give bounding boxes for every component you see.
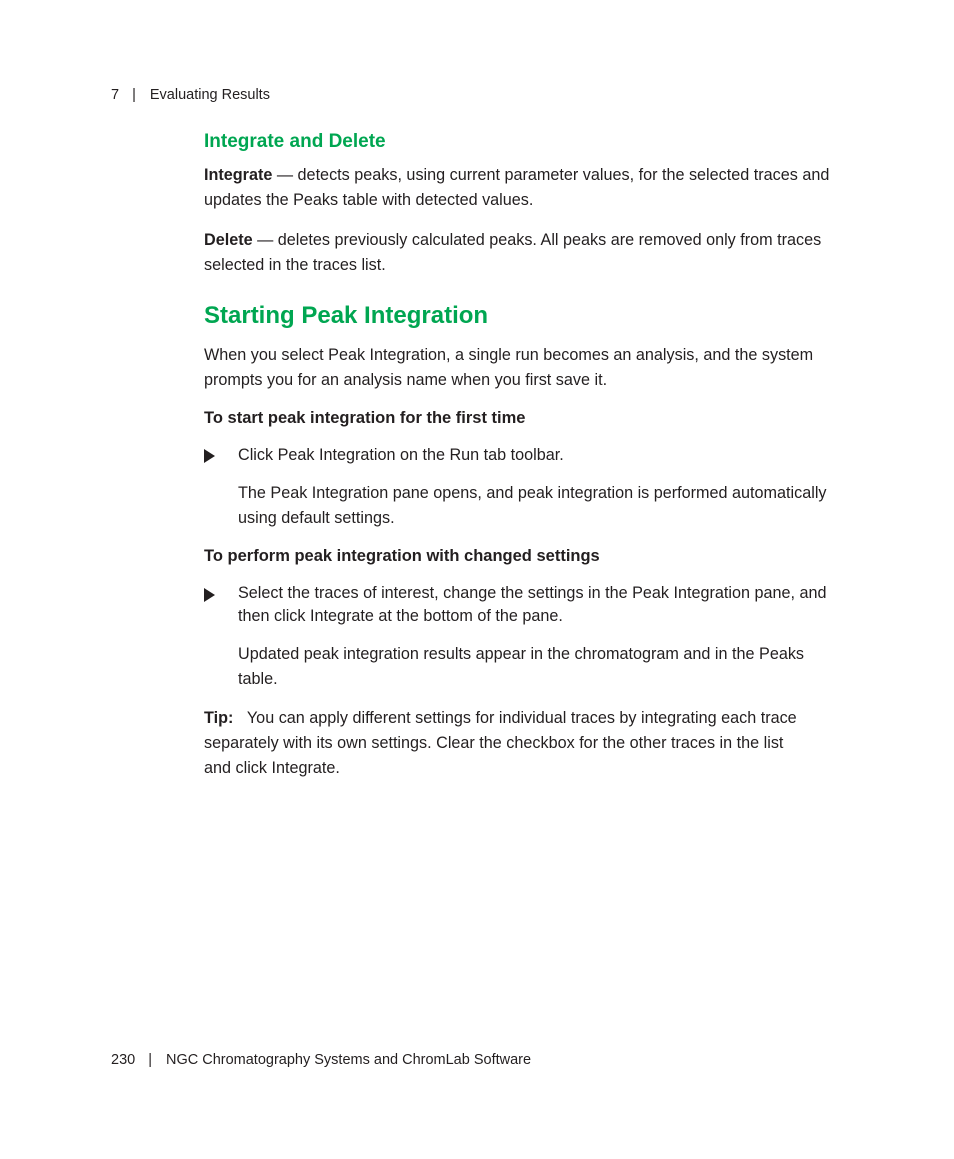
heading-starting-peak-integration: Starting Peak Integration	[204, 302, 489, 329]
chapter-number: 7	[111, 87, 120, 103]
header-separator: |	[132, 87, 136, 103]
result-changed-settings: Updated peak integration results appear in the chromatogram and in the Peaks table.	[238, 645, 805, 688]
running-header	[111, 87, 270, 103]
intro-paragraph: When you select Peak Integration, a single run becomes an analysis, and the system prompts you for an analysis name when you first save it.	[204, 346, 814, 389]
integrate-description	[204, 163, 844, 213]
integrate-text: — detects peaks, using current parameter values, for the selected traces and updates the Peaks table with detected values.	[204, 166, 830, 209]
step-first-time-text: Click Peak Integration on the Run tab toolbar.	[238, 446, 564, 464]
bullet-arrow-icon	[204, 588, 215, 602]
page-number: 230	[111, 1052, 136, 1068]
integrate-term: Integrate	[204, 166, 273, 184]
bullet-arrow-icon	[204, 449, 215, 463]
subheading-first-time: To start peak integration for the first time	[204, 409, 526, 427]
footer-separator: |	[148, 1052, 152, 1068]
step-changed-settings-text: Select the traces of interest, change the settings in the Peak Integration pane, and then click Integrate at the bottom of the pane.	[238, 584, 827, 625]
heading-integrate-delete: Integrate and Delete	[204, 131, 386, 152]
tip-paragraph	[204, 706, 804, 781]
delete-text: — deletes previously calculated peaks. All peaks are removed only from traces selected in the traces list.	[204, 231, 822, 274]
chapter-title: Evaluating Results	[149, 87, 270, 103]
tip-text: You can apply different settings for individual traces by integrating each trace separately with its own settings. Clear the checkbox for the other traces in the list and click Integrate.	[204, 709, 797, 777]
subheading-changed-settings: To perform peak integration with changed settings	[204, 547, 600, 565]
delete-description	[204, 228, 844, 278]
running-footer	[111, 1052, 531, 1068]
tip-label: Tip:	[204, 709, 234, 727]
result-first-time: The Peak Integration pane opens, and peak integration is performed automatically using default settings.	[238, 484, 827, 527]
book-title: NGC Chromatography Systems and ChromLab Software	[165, 1052, 532, 1068]
delete-term: Delete	[204, 231, 253, 249]
